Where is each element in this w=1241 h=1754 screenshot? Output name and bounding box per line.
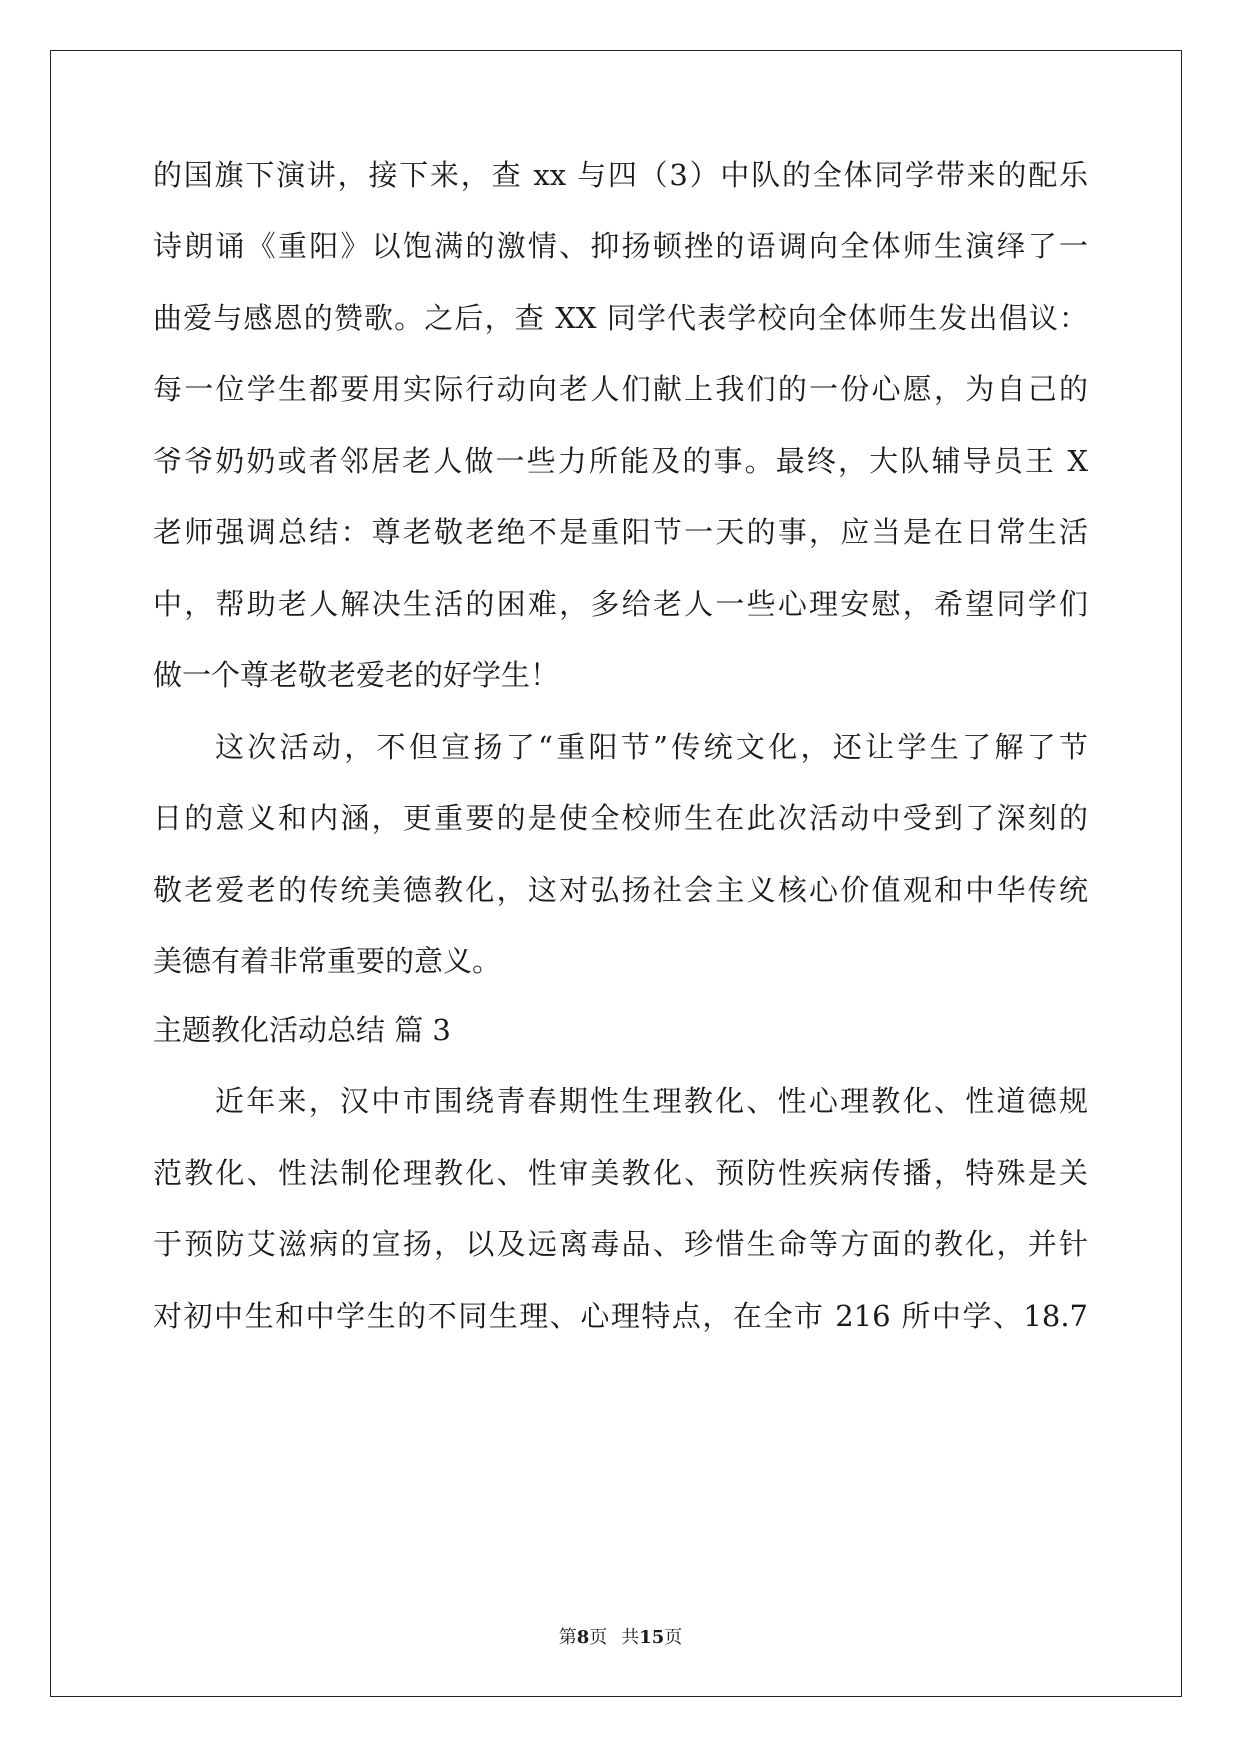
paragraph-line: 范教化、性法制伦理教化、性审美教化、预防性疾病传播，特殊是关 [153,1156,1088,1190]
total-prefix: 共 [621,1627,640,1648]
total-suffix: 页 [664,1627,683,1648]
total-pages: 15 [639,1627,665,1648]
paragraph-line: 做一个尊老敬老爱老的好学生！ [153,658,560,692]
paragraph-line: 老师强调总结：尊老敬老绝不是重阳节一天的事，应当是在日常生活 [153,515,1088,549]
page-footer [0,1623,1241,1649]
paragraph-line: 每一位学生都要用实际行动向老人们献上我们的一份心愿，为自己的 [153,372,1088,406]
paragraph-line: 爷爷奶奶或者邻居老人做一些力所能及的事。最终，大队辅导员王 X [153,444,1088,478]
paragraph-line: 这次活动，不但宣扬了“重阳节”传统文化，还让学生了解了节 [215,730,1088,764]
page-prefix: 第 [558,1627,577,1648]
paragraph-line: 美德有着非常重要的意义。 [153,944,502,978]
paragraph-line: 诗朗诵《重阳》以饱满的激情、抑扬顿挫的语调向全体师生演绎了一 [153,229,1088,263]
paragraph-line: 日的意义和内涵，更重要的是使全校师生在此次活动中受到了深刻的 [153,801,1088,835]
paragraph-line: 的国旗下演讲，接下来，查 xx 与四（3）中队的全体同学带来的配乐 [153,158,1088,192]
section-heading: 主题教化活动总结 篇 3 [153,1013,451,1047]
paragraph-line: 近年来，汉中市围绕青春期性生理教化、性心理教化、性道德规 [215,1084,1088,1118]
paragraph-line: 敬老爱老的传统美德教化，这对弘扬社会主义核心价值观和中华传统 [153,873,1088,907]
paragraph-line: 中，帮助老人解决生活的困难，多给老人一些心理安慰，希望同学们 [153,587,1088,621]
page-suffix: 页 [589,1627,608,1648]
paragraph-line: 曲爱与感恩的赞歌。之后，查 XX 同学代表学校向全体师生发出倡议： [153,301,1088,335]
paragraph-line: 对初中生和中学生的不同生理、心理特点，在全市 216 所中学、18.7 [153,1299,1088,1333]
paragraph-line: 于预防艾滋病的宣扬，以及远离毒品、珍惜生命等方面的教化，并针 [153,1227,1088,1261]
page-number: 8 [576,1627,590,1648]
